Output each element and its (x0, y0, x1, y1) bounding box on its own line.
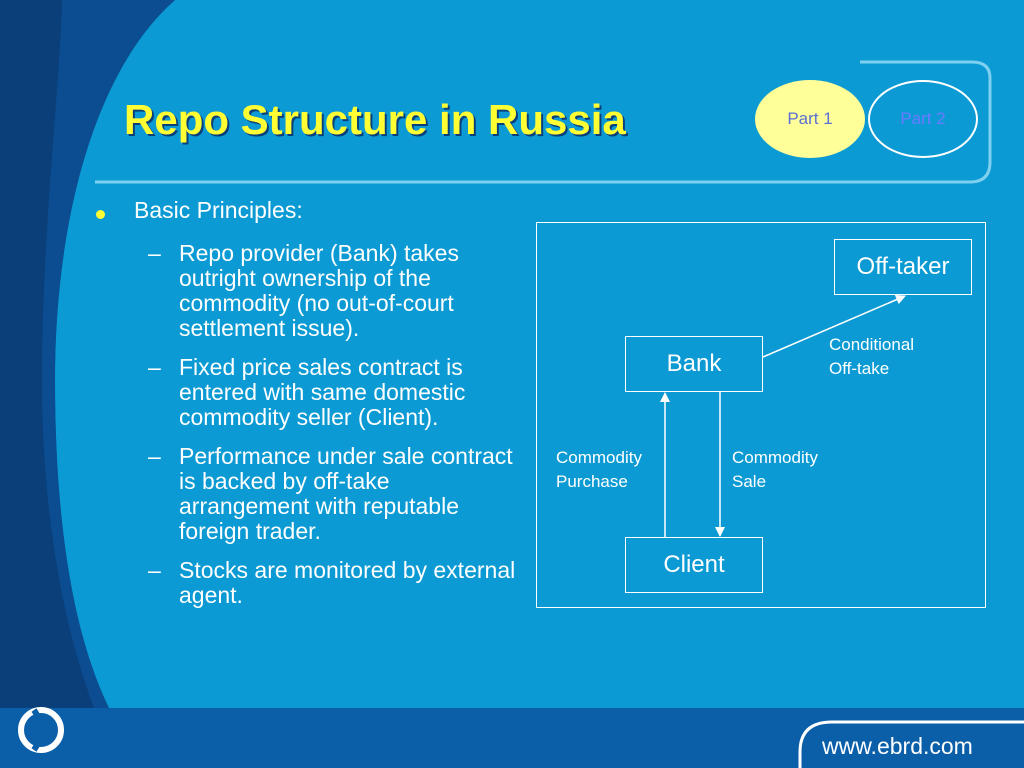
tab-part-1[interactable]: Part 1 (755, 80, 865, 158)
label-line: Conditional (829, 335, 915, 354)
label-line: Commodity (556, 448, 642, 467)
sub-bullet-text: Repo provider (Bank) takes outright ownership of the commodity (no out-of-court settlement issue). (179, 240, 459, 341)
footer-url-link[interactable]: www.ebrd.com (822, 733, 973, 759)
label-line: Commodity (732, 448, 818, 467)
dash-marker: – (148, 354, 161, 380)
sub-bullet-text: Stocks are monitored by external agent. (179, 557, 516, 608)
slide-title: Repo Structure in Russia (124, 96, 626, 143)
node-bank: Bank (625, 336, 763, 392)
label-line: Off-take (829, 359, 890, 378)
label-line: Purchase (556, 472, 628, 491)
label-commodity-sale (732, 446, 818, 494)
label-commodity-purchase (556, 446, 642, 494)
label-conditional-offtake (829, 333, 914, 381)
dash-marker: – (148, 443, 161, 469)
label-line: Sale (732, 472, 767, 491)
dash-marker: – (148, 557, 161, 583)
node-client: Client (625, 537, 763, 593)
sub-bullet-text: Performance under sale contract is backed by off-take arrangement with reputable foreign trader. (179, 443, 513, 544)
sub-bullet-text: Fixed price sales contract is entered with same domestic commodity seller (Client). (179, 354, 466, 430)
node-offtaker: Off-taker (834, 239, 972, 295)
dash-marker: – (148, 240, 161, 266)
bullet-basic-principles: Basic Principles: (134, 197, 303, 223)
tab-part-2[interactable]: Part 2 (868, 80, 978, 158)
